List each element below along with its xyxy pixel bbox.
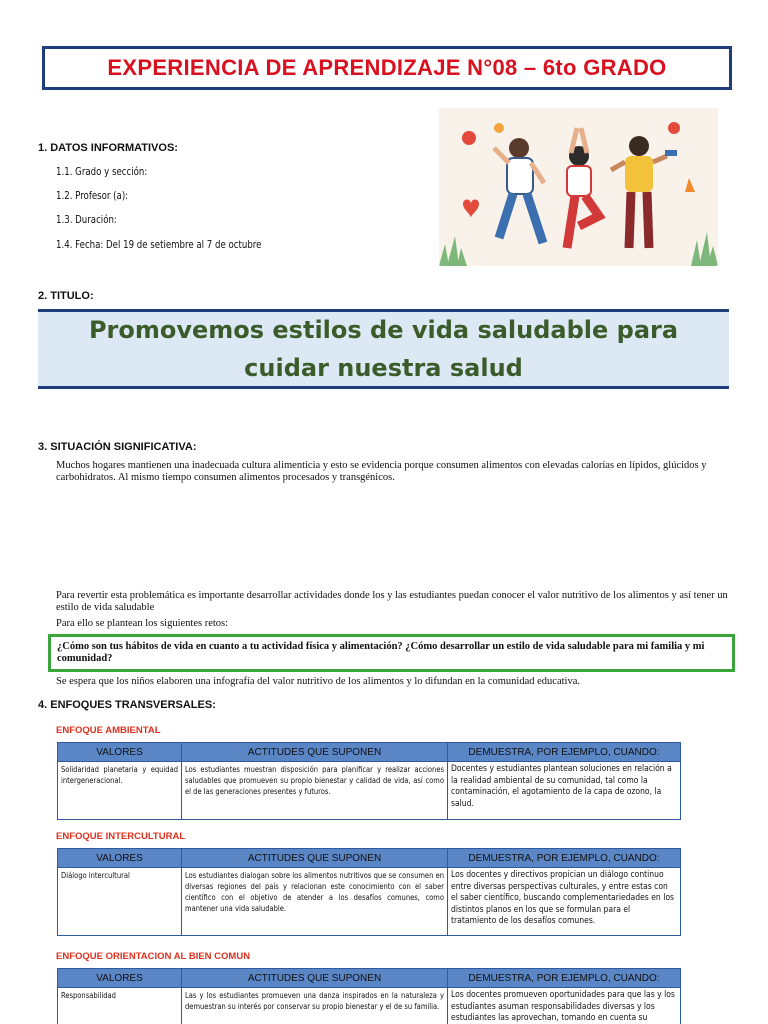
valor-cell: Responsabilidad bbox=[58, 988, 182, 1024]
header-valores: VALORES bbox=[58, 743, 182, 762]
enfoque-bien-comun-title: ENFOQUE ORIENTACION AL BIEN COMUN bbox=[56, 951, 251, 962]
enfoque-bien-comun-table bbox=[57, 968, 681, 1024]
datos-item-profesor: 1.2. Profesor (a): bbox=[56, 190, 129, 202]
situacion-paragraph-2: Para revertir esta problemática es importante desarrollar actividades donde los y las estudiantes puedan conocer el valor nutritivo de los alimentos y así tener un estilo de vida saludable bbox=[56, 590, 728, 613]
healthy-lifestyle-illustration bbox=[439, 108, 718, 266]
header-demuestra: DEMUESTRA, POR EJEMPLO, CUANDO: bbox=[448, 849, 681, 868]
section-2-heading: 2. TITULO: bbox=[38, 290, 94, 302]
table-row bbox=[58, 988, 681, 1024]
document-title: EXPERIENCIA DE APRENDIZAJE N°08 – 6to GRADO bbox=[107, 55, 667, 80]
banner-line-2: cuidar nuestra salud bbox=[244, 354, 523, 382]
enfoque-intercultural-title: ENFOQUE INTERCULTURAL bbox=[56, 831, 186, 842]
situacion-paragraph-4: Se espera que los niños elaboren una infografía del valor nutritivo de los alimentos y lo difundan en la comunidad educativa. bbox=[56, 676, 580, 687]
ejemplo-cell: Los docentes y directivos propician un diálogo continuo entre diversas perspectivas culturales, y entre estas con el saber científico, buscando complementariedades en los distintos planos en los que se formulan para el tratamiento de los desafíos comunes. bbox=[448, 868, 681, 936]
banner-line-1: Promovemos estilos de vida saludable para bbox=[88, 316, 679, 344]
ejemplo-cell: Docentes y estudiantes plantean soluciones en relación a la realidad ambiental de su comunidad, tal como la contaminación, el agotamiento de la capa de ozono, la salud. bbox=[448, 762, 681, 820]
ejemplo-cell: Los docentes promueven oportunidades para que las y los estudiantes asuman responsabilidades diversas y los estudiantes las aprovechan, tomando en cuenta su bbox=[448, 988, 681, 1024]
datos-item-fecha: 1.4. Fecha: Del 19 de setiembre al 7 de octubre bbox=[56, 239, 262, 251]
section-3-heading: 3. SITUACIÓN SIGNIFICATIVA: bbox=[38, 441, 197, 453]
header-demuestra: DEMUESTRA, POR EJEMPLO, CUANDO: bbox=[448, 743, 681, 762]
datos-item-grado: 1.1. Grado y sección: bbox=[56, 166, 148, 178]
enfoque-intercultural-table bbox=[57, 848, 681, 936]
apple-icon bbox=[462, 131, 476, 145]
title-banner bbox=[38, 309, 729, 389]
valor-cell: Solidaridad planetaria y equidad intergeneracional. bbox=[58, 762, 182, 820]
actitud-cell: Las y los estudiantes promueven una danza inspirados en la naturaleza y demuestran su interés por conservar su propio bienestar y el de su familia. bbox=[182, 988, 448, 1024]
valor-cell: Diálogo intercultural bbox=[58, 868, 182, 936]
retos-question-box: ¿Cómo son tus hábitos de vida en cuanto a tu actividad física y alimentación? ¿Cómo desarrollar un estilo de vida saludable para mi familia y mi comunidad? bbox=[48, 634, 735, 672]
header-demuestra: DEMUESTRA, POR EJEMPLO, CUANDO: bbox=[448, 969, 681, 988]
tomato-icon bbox=[668, 122, 680, 134]
section-1-heading: 1. DATOS INFORMATIVOS: bbox=[38, 142, 178, 154]
situacion-paragraph-3: Para ello se plantean los siguientes retos: bbox=[56, 618, 229, 629]
header-valores: VALORES bbox=[58, 969, 182, 988]
header-actitudes: ACTITUDES QUE SUPONEN bbox=[182, 969, 448, 988]
table-row bbox=[58, 868, 681, 936]
enfoque-ambiental-table bbox=[57, 742, 681, 820]
header-actitudes: ACTITUDES QUE SUPONEN bbox=[182, 849, 448, 868]
header-valores: VALORES bbox=[58, 849, 182, 868]
header-actitudes: ACTITUDES QUE SUPONEN bbox=[182, 743, 448, 762]
section-4-heading: 4. ENFOQUES TRANSVERSALES: bbox=[38, 699, 216, 711]
situacion-paragraph-1: Muchos hogares mantienen una inadecuada cultura alimenticia y esto se evidencia porque consumen alimentos con elevadas calorías en lípidos, glúcidos y carbohidratos. Al mismo tiempo consumen alimentos procesados y transgénicos. bbox=[56, 460, 707, 483]
orange-icon bbox=[494, 123, 504, 133]
enfoque-ambiental-title: ENFOQUE AMBIENTAL bbox=[56, 725, 161, 736]
actitud-cell: Los estudiantes muestran disposición para planificar y realizar acciones saludables que promueven su propio bienestar y calidad de vida, así como el de las generaciones presentes y futuros. bbox=[182, 762, 448, 820]
actitud-cell: Los estudiantes dialogan sobre los alimentos nutritivos que se consumen en diversas regiones del país y relacionan este conocimiento con el saber científico con el objetivo de atender a los desafíos comunes, como mantener una vida saludable. bbox=[182, 868, 448, 936]
document-title-box bbox=[42, 46, 732, 90]
datos-item-duracion: 1.3. Duración: bbox=[56, 214, 117, 226]
table-row bbox=[58, 762, 681, 820]
